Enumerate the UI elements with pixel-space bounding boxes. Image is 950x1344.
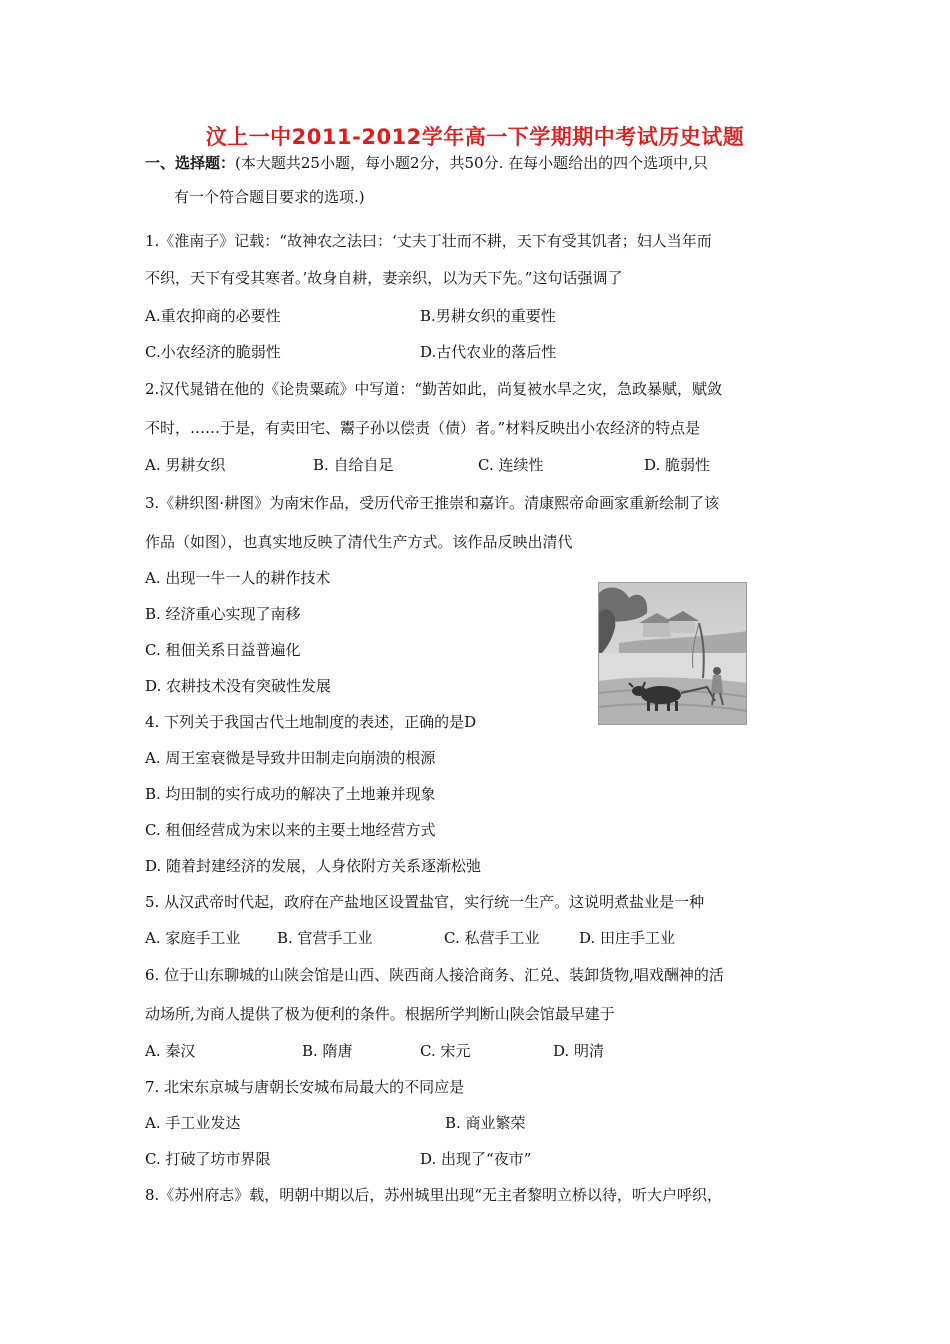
section-header <box>145 153 708 173</box>
question-4-option-b: B. 均田制的实行成功的解决了土地兼并现象 <box>145 785 436 803</box>
question-2-stem-line-2: 不时，……于是，有卖田宅、鬻子孙以偿责（债）者。”材料反映出小农经济的特点是 <box>145 419 701 437</box>
section-heading: 一、选择题： <box>145 154 236 172</box>
question-5-stem: 5. 从汉武帝时代起，政府在产盐地区设置盐官，实行统一生产。这说明煮盐业是一种 <box>145 893 705 911</box>
question-7-option-d: D. 出现了“夜市” <box>420 1150 532 1168</box>
ox-leg-4 <box>675 701 678 711</box>
question-5-option-a: A. 家庭手工业 <box>145 929 241 947</box>
question-1-option-b: B.男耕女织的重要性 <box>420 307 556 325</box>
question-6-stem-line-1: 6. 位于山东聊城的山陕会馆是山西、陕西商人接洽商务、汇兑、装卸货物,唱戏酬神的活 <box>145 966 724 984</box>
section-instructions: (本大题共25小题，每小题2分，共50分. 在每小题给出的四个选项中,只 <box>235 154 708 172</box>
question-5-option-b: B. 官营手工业 <box>277 929 373 947</box>
question-4-option-a: A. 周王室衰微是导致井田制走向崩溃的根源 <box>145 749 436 767</box>
farmer-head <box>713 667 721 675</box>
question-4-stem: 4. 下列关于我国古代土地制度的表述，正确的是D <box>145 713 477 731</box>
question-3-option-c: C. 租佃关系日益普遍化 <box>145 641 301 659</box>
question-1-option-a: A.重农抑商的必要性 <box>145 307 281 325</box>
ox-leg-1 <box>647 701 650 711</box>
question-1-option-c: C.小农经济的脆弱性 <box>145 343 281 361</box>
ox-head <box>632 686 646 696</box>
house-wall-1 <box>643 623 671 637</box>
question-4-option-d: D. 随着封建经济的发展，人身依附方关系逐渐松弛 <box>145 857 482 875</box>
question-2-option-c: C. 连续性 <box>478 456 544 474</box>
ox-leg-2 <box>655 701 658 711</box>
question-5-option-c: C. 私营手工业 <box>444 929 540 947</box>
question-2-option-a: A. 男耕女织 <box>145 456 226 474</box>
question-3-stem-line-2: 作品（如图），也真实地反映了清代生产方式。该作品反映出清代 <box>145 533 573 551</box>
question-7-option-c: C. 打破了坊市界限 <box>145 1150 271 1168</box>
question-6-option-a: A. 秦汉 <box>145 1042 196 1060</box>
question-1-stem-line-1: 1.《淮南子》记载：“故神农之法曰：‘丈夫丁壮而不耕，天下有受其饥者；妇人当年而 <box>145 232 712 250</box>
question-3-option-d: D. 农耕技术没有突破性发展 <box>145 677 332 695</box>
question-2-option-b: B. 自给自足 <box>313 456 394 474</box>
question-6-stem-line-2: 动场所,为商人提供了极为便利的条件。根据所学判断山陕会馆最早建于 <box>145 1005 615 1023</box>
question-4-option-c: C. 租佃经营成为宋以来的主要土地经营方式 <box>145 821 436 839</box>
question-6-option-d: D. 明清 <box>553 1042 605 1060</box>
page-title: 汶上一中2011-2012学年高一下学期期中考试历史试题 <box>205 125 745 149</box>
question-8-stem-line-1: 8.《苏州府志》载，明朝中期以后，苏州城里出现“无主者黎明立桥以待，听大户呼织， <box>145 1186 722 1204</box>
farmer-body <box>711 675 723 693</box>
question-3-option-a: A. 出现一牛一人的耕作技术 <box>145 569 331 587</box>
question-3-stem-line-1: 3.《耕织图·耕图》为南宋作品，受历代帝王推崇和嘉许。清康熙帝命画家重新绘制了该 <box>145 494 720 512</box>
question-7-option-b: B. 商业繁荣 <box>445 1114 526 1132</box>
question-2-option-d: D. 脆弱性 <box>644 456 711 474</box>
question-7-option-a: A. 手工业发达 <box>145 1114 241 1132</box>
farming-painting-illustration <box>598 582 747 725</box>
question-1-option-d: D.古代农业的落后性 <box>420 343 557 361</box>
section-instructions-cont: 有一个符合题目要求的选项.) <box>174 188 365 206</box>
house-wall-2 <box>669 621 695 633</box>
question-1-stem-line-2: 不织，天下有受其寒者。’故身自耕，妻亲织，以为天下先。”这句话强调了 <box>145 269 623 287</box>
question-5-option-d: D. 田庄手工业 <box>579 929 676 947</box>
question-2-stem-line-1: 2.汉代晁错在他的《论贵粟疏》中写道：“勤苦如此，尚复被水旱之灾，急政暴赋，赋敛 <box>145 380 722 398</box>
ox-leg-3 <box>667 701 670 711</box>
question-7-stem: 7. 北宋东京城与唐朝长安城布局最大的不同应是 <box>145 1078 465 1096</box>
question-6-option-c: C. 宋元 <box>420 1042 471 1060</box>
question-6-option-b: B. 隋唐 <box>302 1042 353 1060</box>
painting-svg <box>599 583 747 725</box>
question-3-option-b: B. 经济重心实现了南移 <box>145 605 301 623</box>
